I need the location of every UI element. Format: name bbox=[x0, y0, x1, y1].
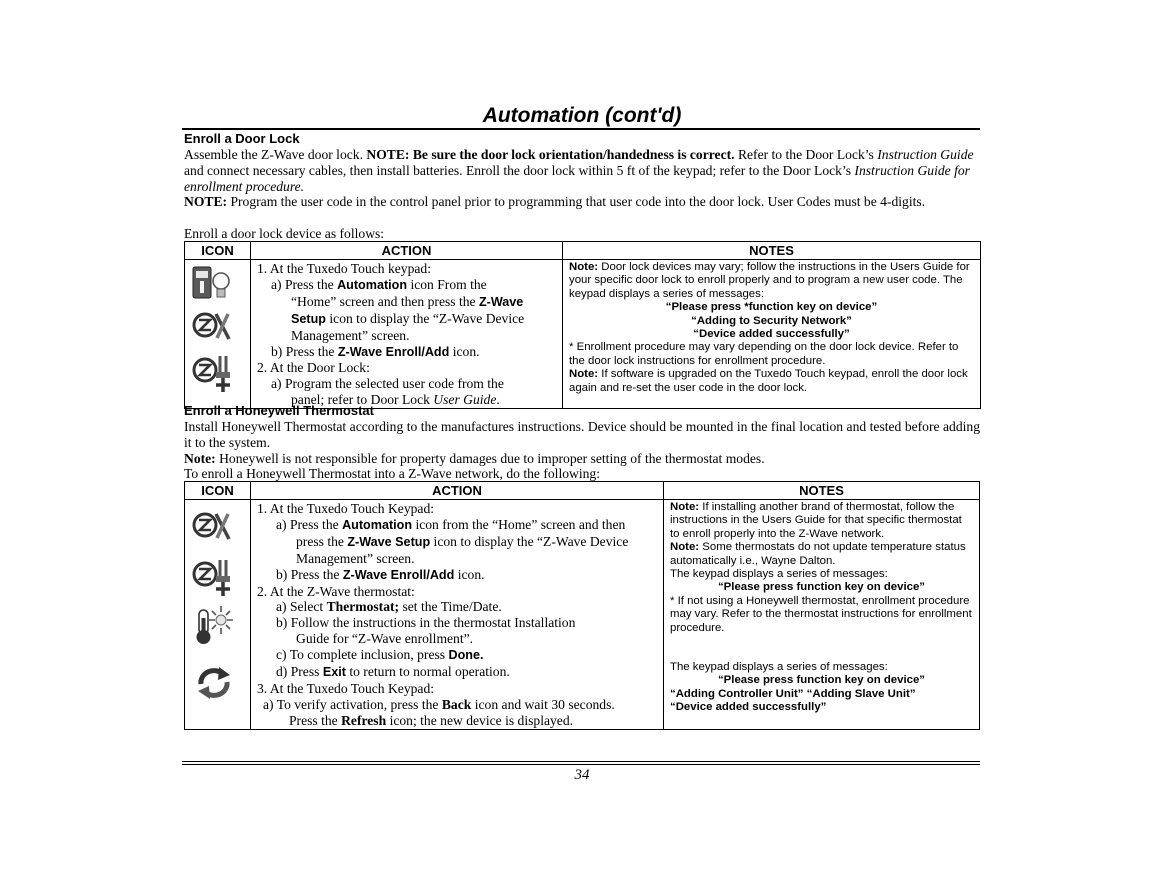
door-lock-table bbox=[184, 241, 981, 409]
text-run: b) Press the bbox=[276, 566, 343, 582]
text-italic: Instruction Guide for enrollment procedure. bbox=[184, 162, 970, 194]
action-line bbox=[257, 534, 661, 551]
action-line bbox=[257, 713, 661, 729]
note-paragraph: The keypad displays a series of messages: bbox=[670, 568, 888, 581]
text-run: press the bbox=[296, 533, 348, 549]
automation-label: Automation bbox=[337, 277, 408, 292]
text-italic: Instruction Guide bbox=[877, 147, 974, 162]
thermostat-icon bbox=[193, 604, 233, 651]
action-line bbox=[257, 294, 560, 311]
header-action: ACTION bbox=[251, 242, 563, 260]
icon-column bbox=[185, 500, 251, 730]
zwave-enroll-icon bbox=[191, 352, 233, 399]
text-run: b) Press the bbox=[271, 343, 338, 359]
automation-icon bbox=[191, 264, 233, 307]
text-run: If installing another brand of thermostat, follow the instructions in the Users Guide for that specific thermostat to enroll properly into the Z-Wave network. bbox=[670, 501, 962, 540]
action-line: Guide for “Z-Wave enrollment”. bbox=[296, 631, 474, 647]
action-column bbox=[251, 500, 664, 730]
keypad-message: “Adding to Security Network” bbox=[691, 314, 852, 327]
header-icon: ICON bbox=[185, 482, 251, 500]
text-run: icon. bbox=[449, 343, 480, 359]
header-icon: ICON bbox=[185, 242, 251, 260]
door-lock-enroll-line: Enroll a door lock device as follows: bbox=[184, 226, 385, 241]
keypad-message: “Please press *function key on device” bbox=[665, 301, 878, 314]
text-run: Door lock devices may vary; follow the instructions in the Users Guide for your specific door lock to enroll properly and to program a new user code. The keypad displays a series of messages: bbox=[569, 261, 970, 300]
zwave-setup-label: Z-Wave Setup bbox=[347, 534, 431, 549]
exit-label: Exit bbox=[322, 665, 346, 680]
note-label: Note: bbox=[670, 541, 700, 554]
note-paragraph bbox=[569, 368, 974, 395]
action-line: 1. At the Tuxedo Touch keypad: bbox=[257, 261, 432, 276]
text-run: Program the user code in the control panel prior to programming that user code into the door lock. User Codes must be 4-digits. bbox=[227, 194, 926, 209]
action-line: 3. At the Tuxedo Touch Keypad: bbox=[257, 680, 435, 696]
note-paragraph: * If not using a Honeywell thermostat, enrollment procedure may vary. Refer to the thermostat instructions for enrollment procedure. bbox=[670, 594, 972, 634]
text-run: Some thermostats do not update temperature status automatically i.e., Wayne Dalton. bbox=[670, 541, 966, 567]
action-line bbox=[257, 599, 661, 615]
note-label: Note: bbox=[569, 261, 599, 273]
thermostat-bold: Thermostat; bbox=[326, 599, 400, 615]
action-line bbox=[257, 344, 560, 361]
text-run: . bbox=[496, 392, 500, 408]
header-notes: NOTES bbox=[664, 482, 980, 500]
page-number: 34 bbox=[574, 767, 590, 783]
refresh-icon bbox=[195, 666, 233, 705]
note-label: NOTE: bbox=[184, 194, 228, 209]
keypad-message: “Please press function key on device” bbox=[717, 581, 925, 594]
enroll-add-label: Z-Wave Enroll/Add bbox=[337, 344, 450, 359]
page-title: Automation (cont'd) bbox=[482, 104, 682, 127]
action-column bbox=[251, 260, 563, 409]
section-heading-thermostat: Enroll a Honeywell Thermostat bbox=[184, 403, 374, 418]
action-line: 2. At the Door Lock: bbox=[257, 360, 370, 376]
footer-rule bbox=[182, 764, 980, 765]
action-line bbox=[257, 567, 661, 584]
keypad-message: “Device added successfully” bbox=[693, 328, 850, 341]
text-run: panel; refer to Door Lock bbox=[291, 392, 434, 408]
notes-column bbox=[563, 260, 981, 409]
title-rule bbox=[182, 128, 980, 130]
action-line bbox=[257, 277, 560, 294]
action-line: 1. At the Tuxedo Touch Keypad: bbox=[257, 501, 435, 516]
door-lock-intro-paragraph bbox=[184, 147, 980, 194]
thermostat-note-paragraph bbox=[184, 451, 980, 467]
text-run: a) Press the bbox=[276, 516, 343, 532]
text-run: icon. bbox=[454, 566, 485, 582]
text-run: icon from the “Home” screen and then bbox=[412, 516, 626, 532]
action-line: b) Follow the instructions in the thermostat Installation bbox=[276, 615, 576, 631]
note-paragraph bbox=[569, 261, 974, 301]
keypad-message: “Please press function key on device” bbox=[717, 674, 925, 687]
section-heading-door-lock: Enroll a Door Lock bbox=[184, 131, 300, 146]
text-run: Refer to the Door Lock’s bbox=[734, 147, 878, 162]
note-bold: NOTE: Be sure the door lock orientation/handedness is correct. bbox=[366, 147, 735, 162]
done-label: Done. bbox=[448, 648, 484, 663]
note-label: Note: bbox=[184, 451, 216, 466]
spacer bbox=[670, 635, 973, 661]
text-run: icon; the new device is displayed. bbox=[386, 712, 574, 728]
refresh-bold: Refresh bbox=[341, 712, 387, 728]
text-run: Honeywell is not responsible for property damages due to improper setting of the thermostat modes. bbox=[215, 451, 765, 466]
text-run: Press the bbox=[289, 712, 342, 728]
thermostat-enroll-line: To enroll a Honeywell Thermostat into a Z-Wave network, do the following: bbox=[184, 466, 600, 481]
note-paragraph bbox=[670, 501, 973, 541]
setup-label: Setup bbox=[291, 311, 326, 326]
footer-rule bbox=[182, 761, 980, 762]
text-run: set the Time/Date. bbox=[399, 599, 502, 615]
enroll-add-label: Z-Wave Enroll/Add bbox=[342, 567, 455, 582]
zwave-setup-icon bbox=[191, 508, 233, 549]
text-run: a) Press the bbox=[271, 276, 338, 292]
action-line bbox=[257, 664, 661, 681]
keypad-message: “Adding Controller Unit” “Adding Slave Unit” bbox=[670, 687, 916, 700]
text-run: a) Select bbox=[276, 599, 327, 615]
header-notes: NOTES bbox=[563, 242, 981, 260]
thermostat-intro-paragraph: Install Honeywell Thermostat according to the manufactures instructions. Device should be mounted in the final location and tested before adding it to the system. bbox=[184, 419, 980, 450]
notes-column bbox=[664, 500, 980, 730]
header-action: ACTION bbox=[251, 482, 664, 500]
note-paragraph bbox=[670, 541, 973, 568]
text-run: c) To complete inclusion, press bbox=[276, 647, 449, 663]
text-run: Assemble the Z-Wave door lock. bbox=[184, 147, 367, 162]
automation-label: Automation bbox=[342, 517, 413, 532]
text-run: and connect necessary cables, then install batteries. Enroll the door lock within 5 ft of the keypad; refer to the Door Lock’s bbox=[184, 162, 855, 178]
text-run: a) To verify activation, press the bbox=[263, 696, 442, 712]
text-run: icon to display the “Z-Wave Device bbox=[430, 533, 629, 549]
action-line: a) Program the selected user code from the bbox=[271, 376, 504, 392]
note-label: Note: bbox=[569, 368, 599, 381]
text-run: icon to display the “Z-Wave Device bbox=[325, 310, 525, 326]
note-paragraph: * Enrollment procedure may vary depending on the door lock device. Refer to the door lock instructions for enrollment procedure. bbox=[569, 341, 959, 367]
zwave-label: Z-Wave bbox=[478, 294, 524, 309]
action-line: 2. At the Z-Wave thermostat: bbox=[257, 583, 415, 599]
text-run: icon From the bbox=[407, 276, 487, 292]
text-run: icon and wait 30 seconds. bbox=[471, 696, 615, 712]
action-line bbox=[257, 517, 661, 534]
user-guide-italic: User Guide bbox=[433, 392, 497, 408]
door-lock-note-paragraph bbox=[184, 194, 980, 210]
back-bold: Back bbox=[441, 696, 472, 712]
note-label: Note: bbox=[670, 501, 700, 513]
action-line bbox=[257, 311, 560, 328]
zwave-enroll-icon bbox=[191, 556, 233, 603]
action-line: Management” screen. bbox=[291, 327, 410, 343]
text-run: d) Press bbox=[276, 664, 323, 680]
action-line bbox=[257, 647, 661, 664]
action-line: Management” screen. bbox=[296, 550, 415, 566]
icon-column bbox=[185, 260, 251, 409]
note-paragraph: The keypad displays a series of messages: bbox=[670, 661, 888, 674]
text-run: “Home” screen and then press the bbox=[291, 293, 479, 309]
keypad-message: “Device added successfully” bbox=[670, 701, 827, 714]
action-line bbox=[257, 697, 661, 713]
text-run: If software is upgraded on the Tuxedo Touch keypad, enroll the door lock again and re-set the user code in the door lock. bbox=[569, 368, 968, 394]
thermostat-table bbox=[184, 481, 980, 730]
zwave-setup-icon bbox=[191, 308, 233, 349]
text-run: to return to normal operation. bbox=[345, 664, 510, 680]
